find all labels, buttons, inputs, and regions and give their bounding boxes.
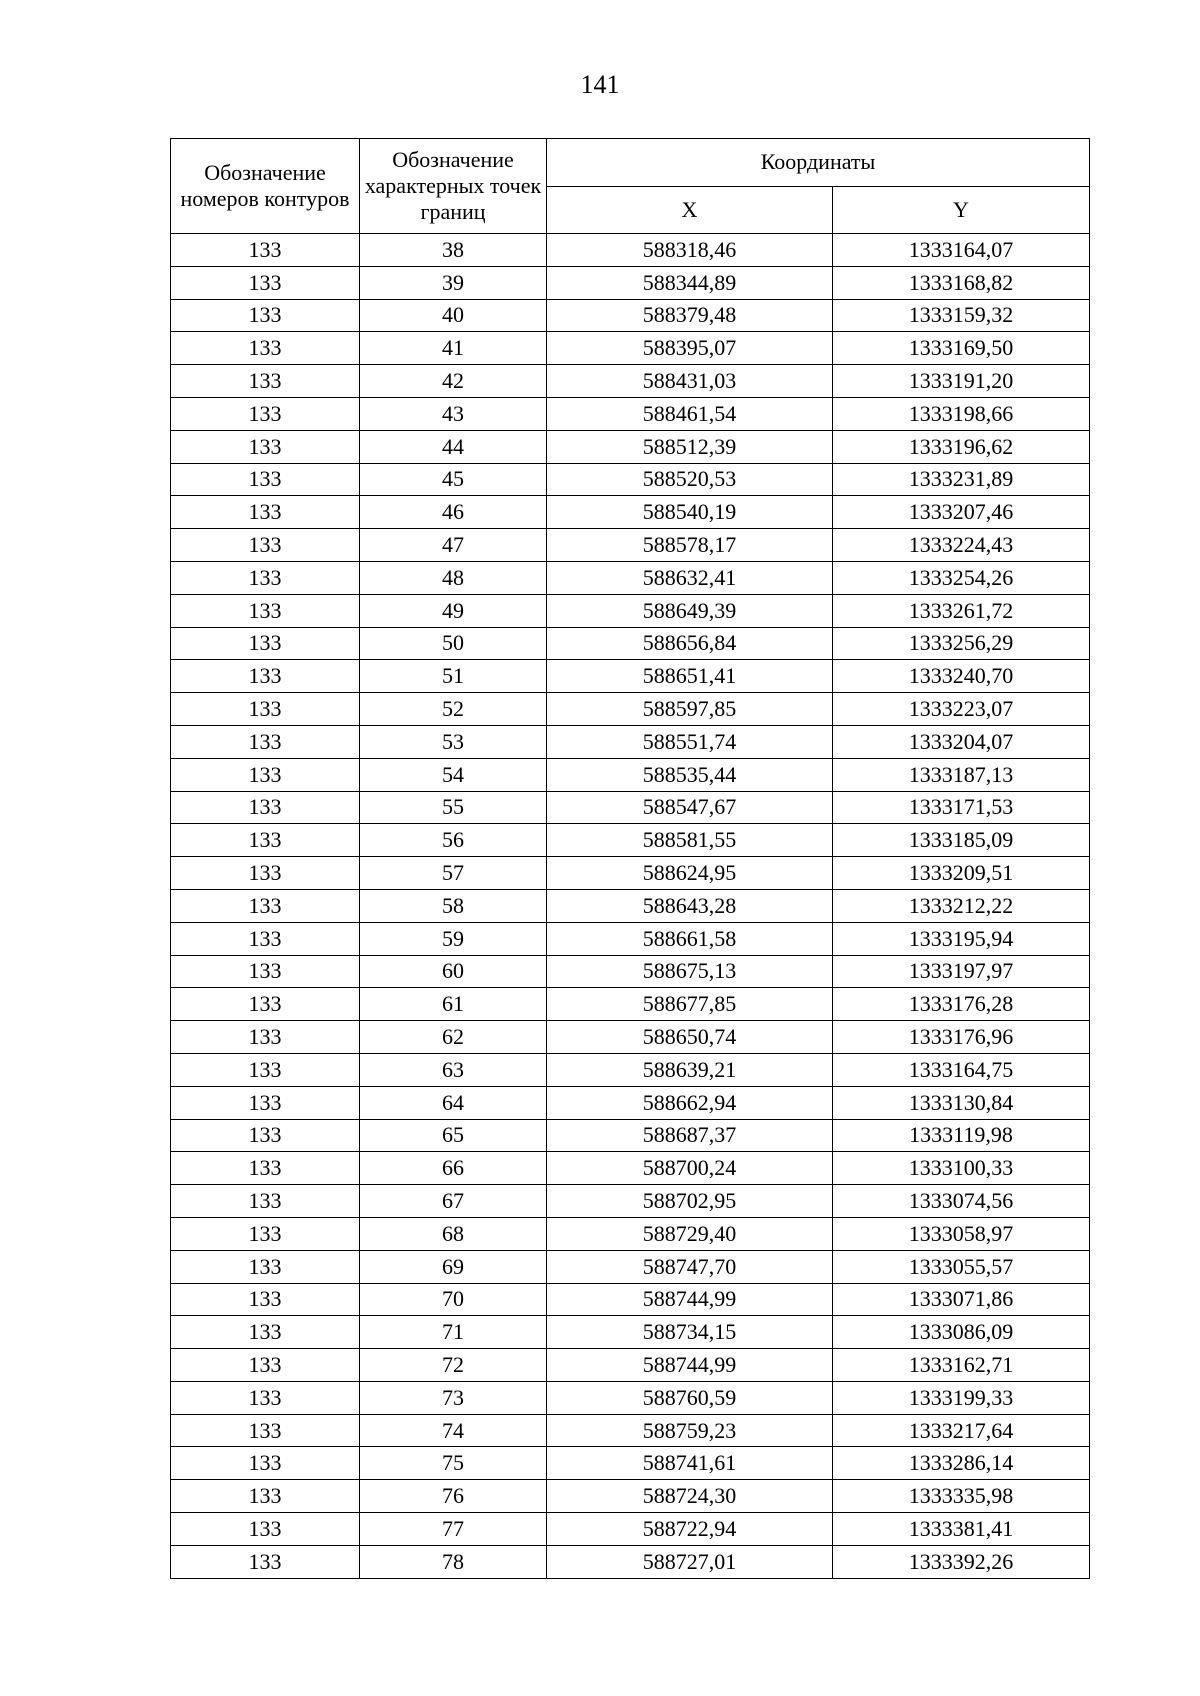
table-row xyxy=(171,561,1090,594)
cell-point-number: 67 xyxy=(360,1185,547,1218)
cell-y-coordinate: 1333261,72 xyxy=(833,594,1090,627)
cell-y-coordinate: 1333197,97 xyxy=(833,955,1090,988)
cell-contour-number: 133 xyxy=(171,1152,360,1185)
cell-x-coordinate: 588318,46 xyxy=(547,234,833,267)
cell-x-coordinate: 588700,24 xyxy=(547,1152,833,1185)
table-row xyxy=(171,988,1090,1021)
coordinates-table xyxy=(170,138,1090,1579)
cell-point-number: 43 xyxy=(360,397,547,430)
cell-y-coordinate: 1333164,07 xyxy=(833,234,1090,267)
cell-point-number: 69 xyxy=(360,1250,547,1283)
cell-x-coordinate: 588677,85 xyxy=(547,988,833,1021)
cell-contour-number: 133 xyxy=(171,889,360,922)
page-number: 141 xyxy=(580,70,620,99)
cell-x-coordinate: 588540,19 xyxy=(547,496,833,529)
cell-y-coordinate: 1333185,09 xyxy=(833,824,1090,857)
cell-x-coordinate: 588649,39 xyxy=(547,594,833,627)
cell-x-coordinate: 588651,41 xyxy=(547,660,833,693)
table-body xyxy=(171,234,1090,1579)
cell-y-coordinate: 1333086,09 xyxy=(833,1316,1090,1349)
cell-contour-number: 133 xyxy=(171,1545,360,1578)
cell-y-coordinate: 1333207,46 xyxy=(833,496,1090,529)
table-row xyxy=(171,397,1090,430)
cell-contour-number: 133 xyxy=(171,1217,360,1250)
cell-y-coordinate: 1333119,98 xyxy=(833,1119,1090,1152)
cell-y-coordinate: 1333198,66 xyxy=(833,397,1090,430)
cell-contour-number: 133 xyxy=(171,430,360,463)
table-row xyxy=(171,1250,1090,1283)
cell-contour-number: 133 xyxy=(171,266,360,299)
cell-contour-number: 133 xyxy=(171,627,360,660)
cell-x-coordinate: 588632,41 xyxy=(547,561,833,594)
cell-y-coordinate: 1333130,84 xyxy=(833,1086,1090,1119)
table-row xyxy=(171,1152,1090,1185)
cell-x-coordinate: 588461,54 xyxy=(547,397,833,430)
cell-contour-number: 133 xyxy=(171,693,360,726)
cell-contour-number: 133 xyxy=(171,529,360,562)
table-row xyxy=(171,1185,1090,1218)
table-row xyxy=(171,266,1090,299)
cell-x-coordinate: 588741,61 xyxy=(547,1447,833,1480)
cell-y-coordinate: 1333164,75 xyxy=(833,1053,1090,1086)
cell-contour-number: 133 xyxy=(171,791,360,824)
cell-x-coordinate: 588597,85 xyxy=(547,693,833,726)
cell-point-number: 73 xyxy=(360,1381,547,1414)
cell-point-number: 46 xyxy=(360,496,547,529)
cell-y-coordinate: 1333212,22 xyxy=(833,889,1090,922)
cell-y-coordinate: 1333217,64 xyxy=(833,1414,1090,1447)
header-y: Y xyxy=(833,186,1090,234)
cell-x-coordinate: 588747,70 xyxy=(547,1250,833,1283)
header-x: X xyxy=(547,186,833,234)
table-row xyxy=(171,1480,1090,1513)
cell-contour-number: 133 xyxy=(171,725,360,758)
cell-x-coordinate: 588431,03 xyxy=(547,365,833,398)
cell-point-number: 63 xyxy=(360,1053,547,1086)
cell-y-coordinate: 1333240,70 xyxy=(833,660,1090,693)
cell-y-coordinate: 1333169,50 xyxy=(833,332,1090,365)
cell-contour-number: 133 xyxy=(171,332,360,365)
table-row xyxy=(171,955,1090,988)
cell-y-coordinate: 1333162,71 xyxy=(833,1349,1090,1382)
cell-y-coordinate: 1333187,13 xyxy=(833,758,1090,791)
cell-point-number: 49 xyxy=(360,594,547,627)
cell-point-number: 50 xyxy=(360,627,547,660)
cell-point-number: 68 xyxy=(360,1217,547,1250)
cell-y-coordinate: 1333176,96 xyxy=(833,1021,1090,1054)
cell-point-number: 51 xyxy=(360,660,547,693)
cell-x-coordinate: 588512,39 xyxy=(547,430,833,463)
table-row xyxy=(171,1513,1090,1546)
cell-contour-number: 133 xyxy=(171,922,360,955)
cell-contour-number: 133 xyxy=(171,758,360,791)
cell-y-coordinate: 1333381,41 xyxy=(833,1513,1090,1546)
cell-contour-number: 133 xyxy=(171,1414,360,1447)
cell-x-coordinate: 588639,21 xyxy=(547,1053,833,1086)
table-row xyxy=(171,857,1090,890)
table-row xyxy=(171,758,1090,791)
cell-contour-number: 133 xyxy=(171,1119,360,1152)
table-row xyxy=(171,1053,1090,1086)
cell-point-number: 74 xyxy=(360,1414,547,1447)
cell-point-number: 75 xyxy=(360,1447,547,1480)
cell-contour-number: 133 xyxy=(171,1053,360,1086)
cell-x-coordinate: 588744,99 xyxy=(547,1283,833,1316)
cell-contour-number: 133 xyxy=(171,594,360,627)
cell-contour-number: 133 xyxy=(171,1086,360,1119)
table-row xyxy=(171,430,1090,463)
cell-x-coordinate: 588687,37 xyxy=(547,1119,833,1152)
cell-y-coordinate: 1333209,51 xyxy=(833,857,1090,890)
header-boundary-point: Обозначение характерных точек границ xyxy=(360,139,547,234)
table-row xyxy=(171,1545,1090,1578)
cell-point-number: 44 xyxy=(360,430,547,463)
cell-contour-number: 133 xyxy=(171,1185,360,1218)
cell-point-number: 77 xyxy=(360,1513,547,1546)
cell-y-coordinate: 1333254,26 xyxy=(833,561,1090,594)
table-row xyxy=(171,463,1090,496)
cell-x-coordinate: 588581,55 xyxy=(547,824,833,857)
cell-y-coordinate: 1333055,57 xyxy=(833,1250,1090,1283)
table-row xyxy=(171,922,1090,955)
cell-x-coordinate: 588395,07 xyxy=(547,332,833,365)
cell-point-number: 45 xyxy=(360,463,547,496)
table-row xyxy=(171,725,1090,758)
cell-contour-number: 133 xyxy=(171,1021,360,1054)
cell-contour-number: 133 xyxy=(171,463,360,496)
cell-point-number: 54 xyxy=(360,758,547,791)
table-row xyxy=(171,365,1090,398)
cell-y-coordinate: 1333199,33 xyxy=(833,1381,1090,1414)
cell-y-coordinate: 1333071,86 xyxy=(833,1283,1090,1316)
cell-contour-number: 133 xyxy=(171,1513,360,1546)
table-row xyxy=(171,889,1090,922)
cell-x-coordinate: 588661,58 xyxy=(547,922,833,955)
cell-x-coordinate: 588656,84 xyxy=(547,627,833,660)
cell-x-coordinate: 588744,99 xyxy=(547,1349,833,1382)
cell-point-number: 64 xyxy=(360,1086,547,1119)
cell-point-number: 71 xyxy=(360,1316,547,1349)
cell-point-number: 72 xyxy=(360,1349,547,1382)
cell-point-number: 76 xyxy=(360,1480,547,1513)
cell-contour-number: 133 xyxy=(171,397,360,430)
table-row xyxy=(171,660,1090,693)
table-row xyxy=(171,1119,1090,1152)
cell-point-number: 61 xyxy=(360,988,547,1021)
cell-x-coordinate: 588722,94 xyxy=(547,1513,833,1546)
cell-point-number: 56 xyxy=(360,824,547,857)
cell-y-coordinate: 1333058,97 xyxy=(833,1217,1090,1250)
cell-x-coordinate: 588551,74 xyxy=(547,725,833,758)
cell-point-number: 41 xyxy=(360,332,547,365)
table-row xyxy=(171,791,1090,824)
cell-contour-number: 133 xyxy=(171,561,360,594)
cell-contour-number: 133 xyxy=(171,857,360,890)
cell-contour-number: 133 xyxy=(171,1381,360,1414)
cell-y-coordinate: 1333171,53 xyxy=(833,791,1090,824)
cell-contour-number: 133 xyxy=(171,234,360,267)
table-row xyxy=(171,824,1090,857)
header-contour-number: Обозначение номеров контуров xyxy=(171,139,360,234)
cell-contour-number: 133 xyxy=(171,1447,360,1480)
table-row xyxy=(171,1021,1090,1054)
table-row xyxy=(171,299,1090,332)
cell-x-coordinate: 588535,44 xyxy=(547,758,833,791)
cell-point-number: 47 xyxy=(360,529,547,562)
cell-point-number: 70 xyxy=(360,1283,547,1316)
cell-point-number: 53 xyxy=(360,725,547,758)
cell-contour-number: 133 xyxy=(171,1349,360,1382)
table-row xyxy=(171,1349,1090,1382)
cell-point-number: 59 xyxy=(360,922,547,955)
table-row xyxy=(171,496,1090,529)
cell-x-coordinate: 588675,13 xyxy=(547,955,833,988)
cell-x-coordinate: 588662,94 xyxy=(547,1086,833,1119)
table-row xyxy=(171,234,1090,267)
cell-x-coordinate: 588344,89 xyxy=(547,266,833,299)
cell-point-number: 57 xyxy=(360,857,547,890)
cell-y-coordinate: 1333159,32 xyxy=(833,299,1090,332)
table-row xyxy=(171,1447,1090,1480)
cell-x-coordinate: 588624,95 xyxy=(547,857,833,890)
header-coordinates: Координаты xyxy=(547,139,1090,187)
cell-point-number: 55 xyxy=(360,791,547,824)
table-header xyxy=(171,139,1090,234)
table-row xyxy=(171,1086,1090,1119)
cell-x-coordinate: 588724,30 xyxy=(547,1480,833,1513)
cell-x-coordinate: 588379,48 xyxy=(547,299,833,332)
cell-point-number: 48 xyxy=(360,561,547,594)
cell-point-number: 62 xyxy=(360,1021,547,1054)
cell-point-number: 65 xyxy=(360,1119,547,1152)
table-row xyxy=(171,594,1090,627)
table-row xyxy=(171,1316,1090,1349)
cell-contour-number: 133 xyxy=(171,824,360,857)
table-row xyxy=(171,529,1090,562)
table-row xyxy=(171,1381,1090,1414)
cell-x-coordinate: 588650,74 xyxy=(547,1021,833,1054)
cell-contour-number: 133 xyxy=(171,1283,360,1316)
cell-x-coordinate: 588702,95 xyxy=(547,1185,833,1218)
cell-point-number: 39 xyxy=(360,266,547,299)
table-row xyxy=(171,1217,1090,1250)
cell-x-coordinate: 588729,40 xyxy=(547,1217,833,1250)
cell-y-coordinate: 1333392,26 xyxy=(833,1545,1090,1578)
cell-y-coordinate: 1333100,33 xyxy=(833,1152,1090,1185)
cell-y-coordinate: 1333191,20 xyxy=(833,365,1090,398)
cell-contour-number: 133 xyxy=(171,1316,360,1349)
cell-x-coordinate: 588578,17 xyxy=(547,529,833,562)
cell-contour-number: 133 xyxy=(171,988,360,1021)
cell-x-coordinate: 588760,59 xyxy=(547,1381,833,1414)
cell-y-coordinate: 1333335,98 xyxy=(833,1480,1090,1513)
cell-point-number: 58 xyxy=(360,889,547,922)
cell-point-number: 66 xyxy=(360,1152,547,1185)
cell-x-coordinate: 588759,23 xyxy=(547,1414,833,1447)
cell-point-number: 40 xyxy=(360,299,547,332)
header-row xyxy=(171,139,1090,187)
cell-point-number: 78 xyxy=(360,1545,547,1578)
cell-y-coordinate: 1333168,82 xyxy=(833,266,1090,299)
cell-x-coordinate: 588643,28 xyxy=(547,889,833,922)
cell-contour-number: 133 xyxy=(171,955,360,988)
cell-contour-number: 133 xyxy=(171,660,360,693)
cell-y-coordinate: 1333223,07 xyxy=(833,693,1090,726)
cell-point-number: 38 xyxy=(360,234,547,267)
cell-contour-number: 133 xyxy=(171,365,360,398)
cell-contour-number: 133 xyxy=(171,1250,360,1283)
cell-x-coordinate: 588727,01 xyxy=(547,1545,833,1578)
cell-y-coordinate: 1333224,43 xyxy=(833,529,1090,562)
table-row xyxy=(171,332,1090,365)
cell-y-coordinate: 1333074,56 xyxy=(833,1185,1090,1218)
cell-contour-number: 133 xyxy=(171,299,360,332)
table-row xyxy=(171,1283,1090,1316)
cell-x-coordinate: 588734,15 xyxy=(547,1316,833,1349)
cell-contour-number: 133 xyxy=(171,496,360,529)
cell-y-coordinate: 1333256,29 xyxy=(833,627,1090,660)
cell-point-number: 42 xyxy=(360,365,547,398)
cell-y-coordinate: 1333196,62 xyxy=(833,430,1090,463)
table-row xyxy=(171,693,1090,726)
cell-point-number: 60 xyxy=(360,955,547,988)
cell-x-coordinate: 588520,53 xyxy=(547,463,833,496)
cell-contour-number: 133 xyxy=(171,1480,360,1513)
cell-point-number: 52 xyxy=(360,693,547,726)
cell-x-coordinate: 588547,67 xyxy=(547,791,833,824)
table-row xyxy=(171,627,1090,660)
cell-y-coordinate: 1333286,14 xyxy=(833,1447,1090,1480)
cell-y-coordinate: 1333195,94 xyxy=(833,922,1090,955)
cell-y-coordinate: 1333204,07 xyxy=(833,725,1090,758)
table-row xyxy=(171,1414,1090,1447)
cell-y-coordinate: 1333231,89 xyxy=(833,463,1090,496)
cell-y-coordinate: 1333176,28 xyxy=(833,988,1090,1021)
